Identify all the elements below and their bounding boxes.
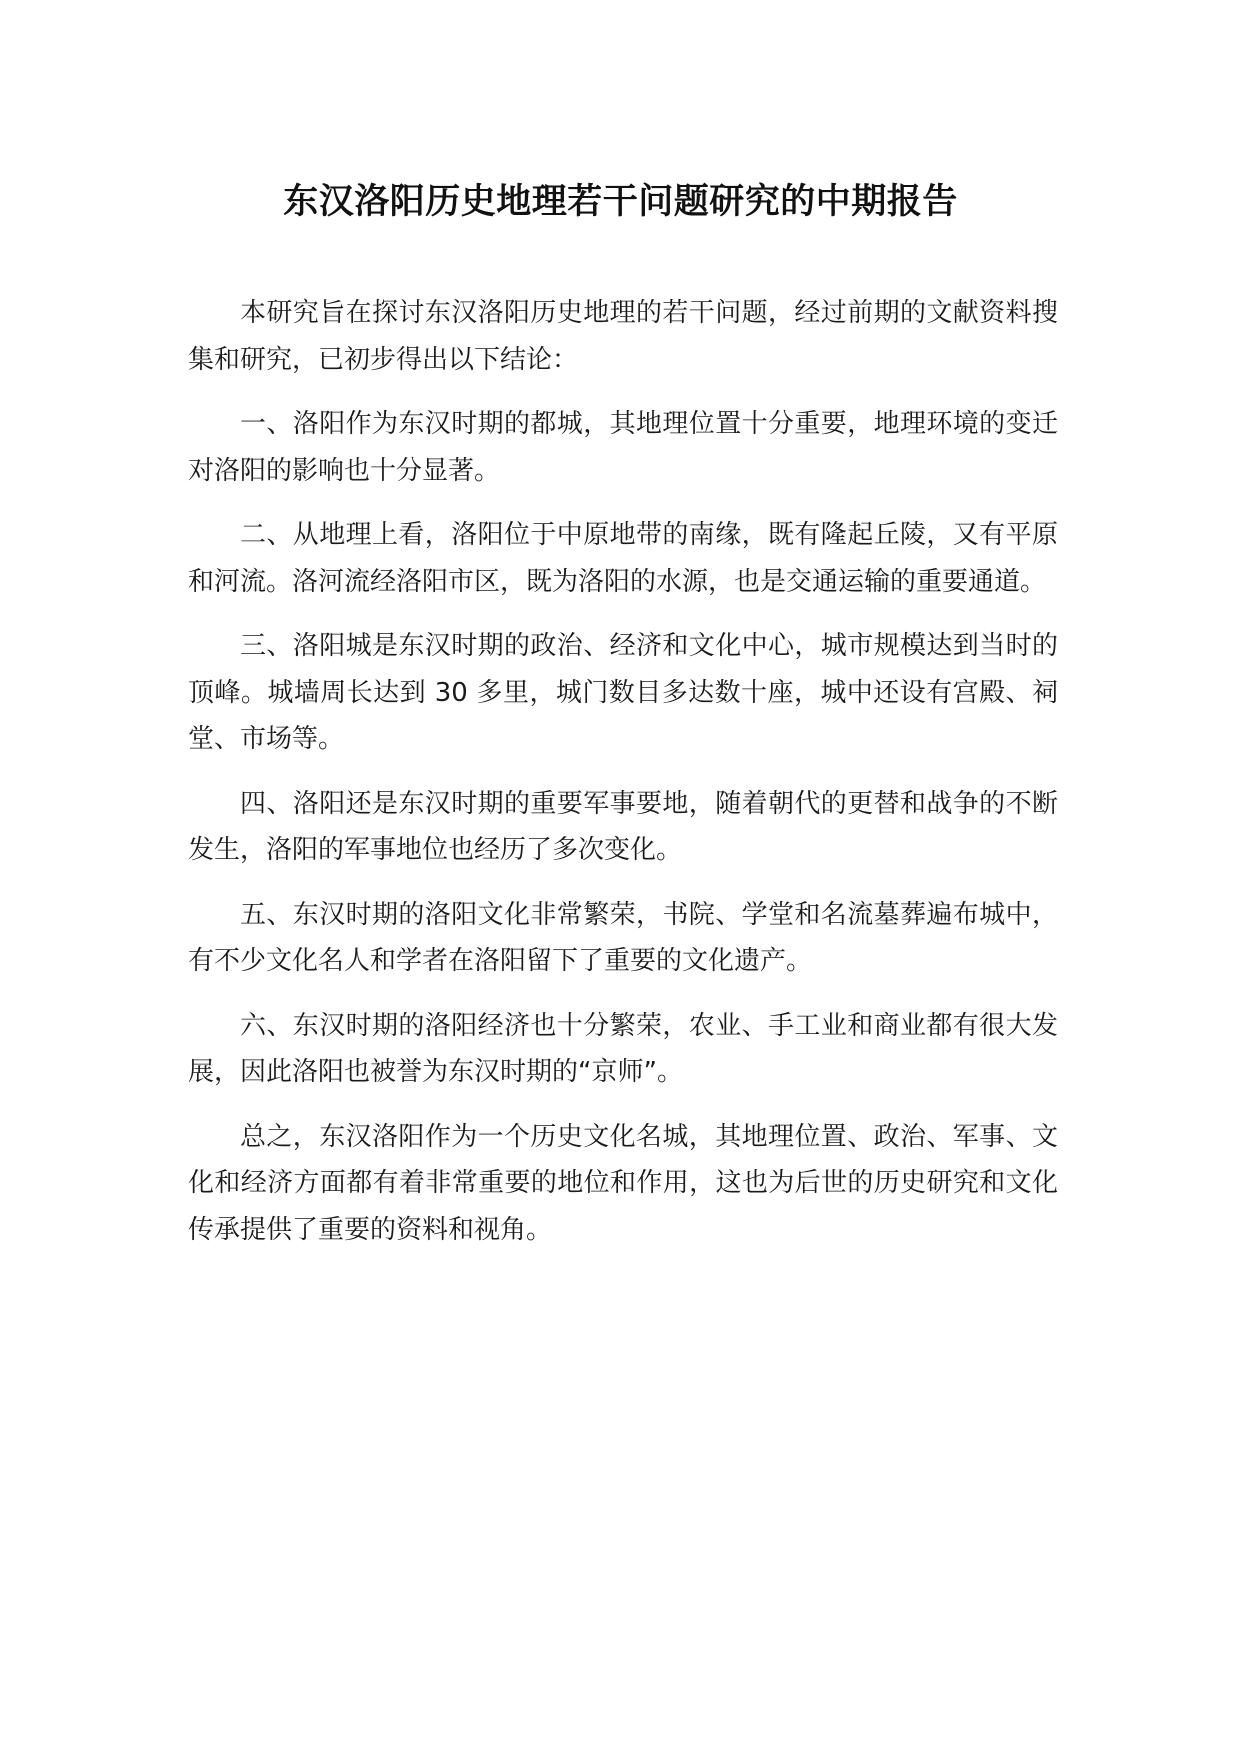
paragraph-point-6: 六、东汉时期的洛阳经济也十分繁荣，农业、手工业和商业都有很大发展，因此洛阳也被誉为东汉时期的“京师”。 xyxy=(188,1010,1058,1087)
paragraph-point-3: 三、洛阳城是东汉时期的政治、经济和文化中心，城市规模达到当时的顶峰。城墙周长达到 30 多里，城门数目多达数十座，城中还设有宫殿、祠堂、市场等。 xyxy=(188,631,1058,754)
paragraph-conclusion: 总之，东汉洛阳作为一个历史文化名城，其地理位置、政治、军事、文化和经济方面都有着非常重要的地位和作用，这也为后世的历史研究和文化传承提供了重要的资料和视角。 xyxy=(188,1121,1058,1245)
paragraph-point-4: 四、洛阳还是东汉时期的重要军事要地，随着朝代的更替和战争的不断发生，洛阳的军事地位也经历了多次变化。 xyxy=(188,788,1058,865)
paragraph-intro: 本研究旨在探讨东汉洛阳历史地理的若干问题，经过前期的文献资料搜集和研究，已初步得出以下结论： xyxy=(188,298,1058,375)
paragraph-point-1: 一、洛阳作为东汉时期的都城，其地理位置十分重要，地理环境的变迁对洛阳的影响也十分显著。 xyxy=(188,409,1058,486)
document-body xyxy=(188,290,1058,1271)
paragraph-point-2: 二、从地理上看，洛阳位于中原地带的南缘，既有隆起丘陵，又有平原和河流。洛河流经洛阳市区，既为洛阳的水源，也是交通运输的重要通道。 xyxy=(188,520,1058,597)
document-title: 东汉洛阳历史地理若干问题研究的中期报告 xyxy=(283,182,958,222)
paragraph-point-5: 五、东汉时期的洛阳文化非常繁荣，书院、学堂和名流墓葬遍布城中，有不少文化名人和学者在洛阳留下了重要的文化遗产。 xyxy=(188,899,1058,976)
